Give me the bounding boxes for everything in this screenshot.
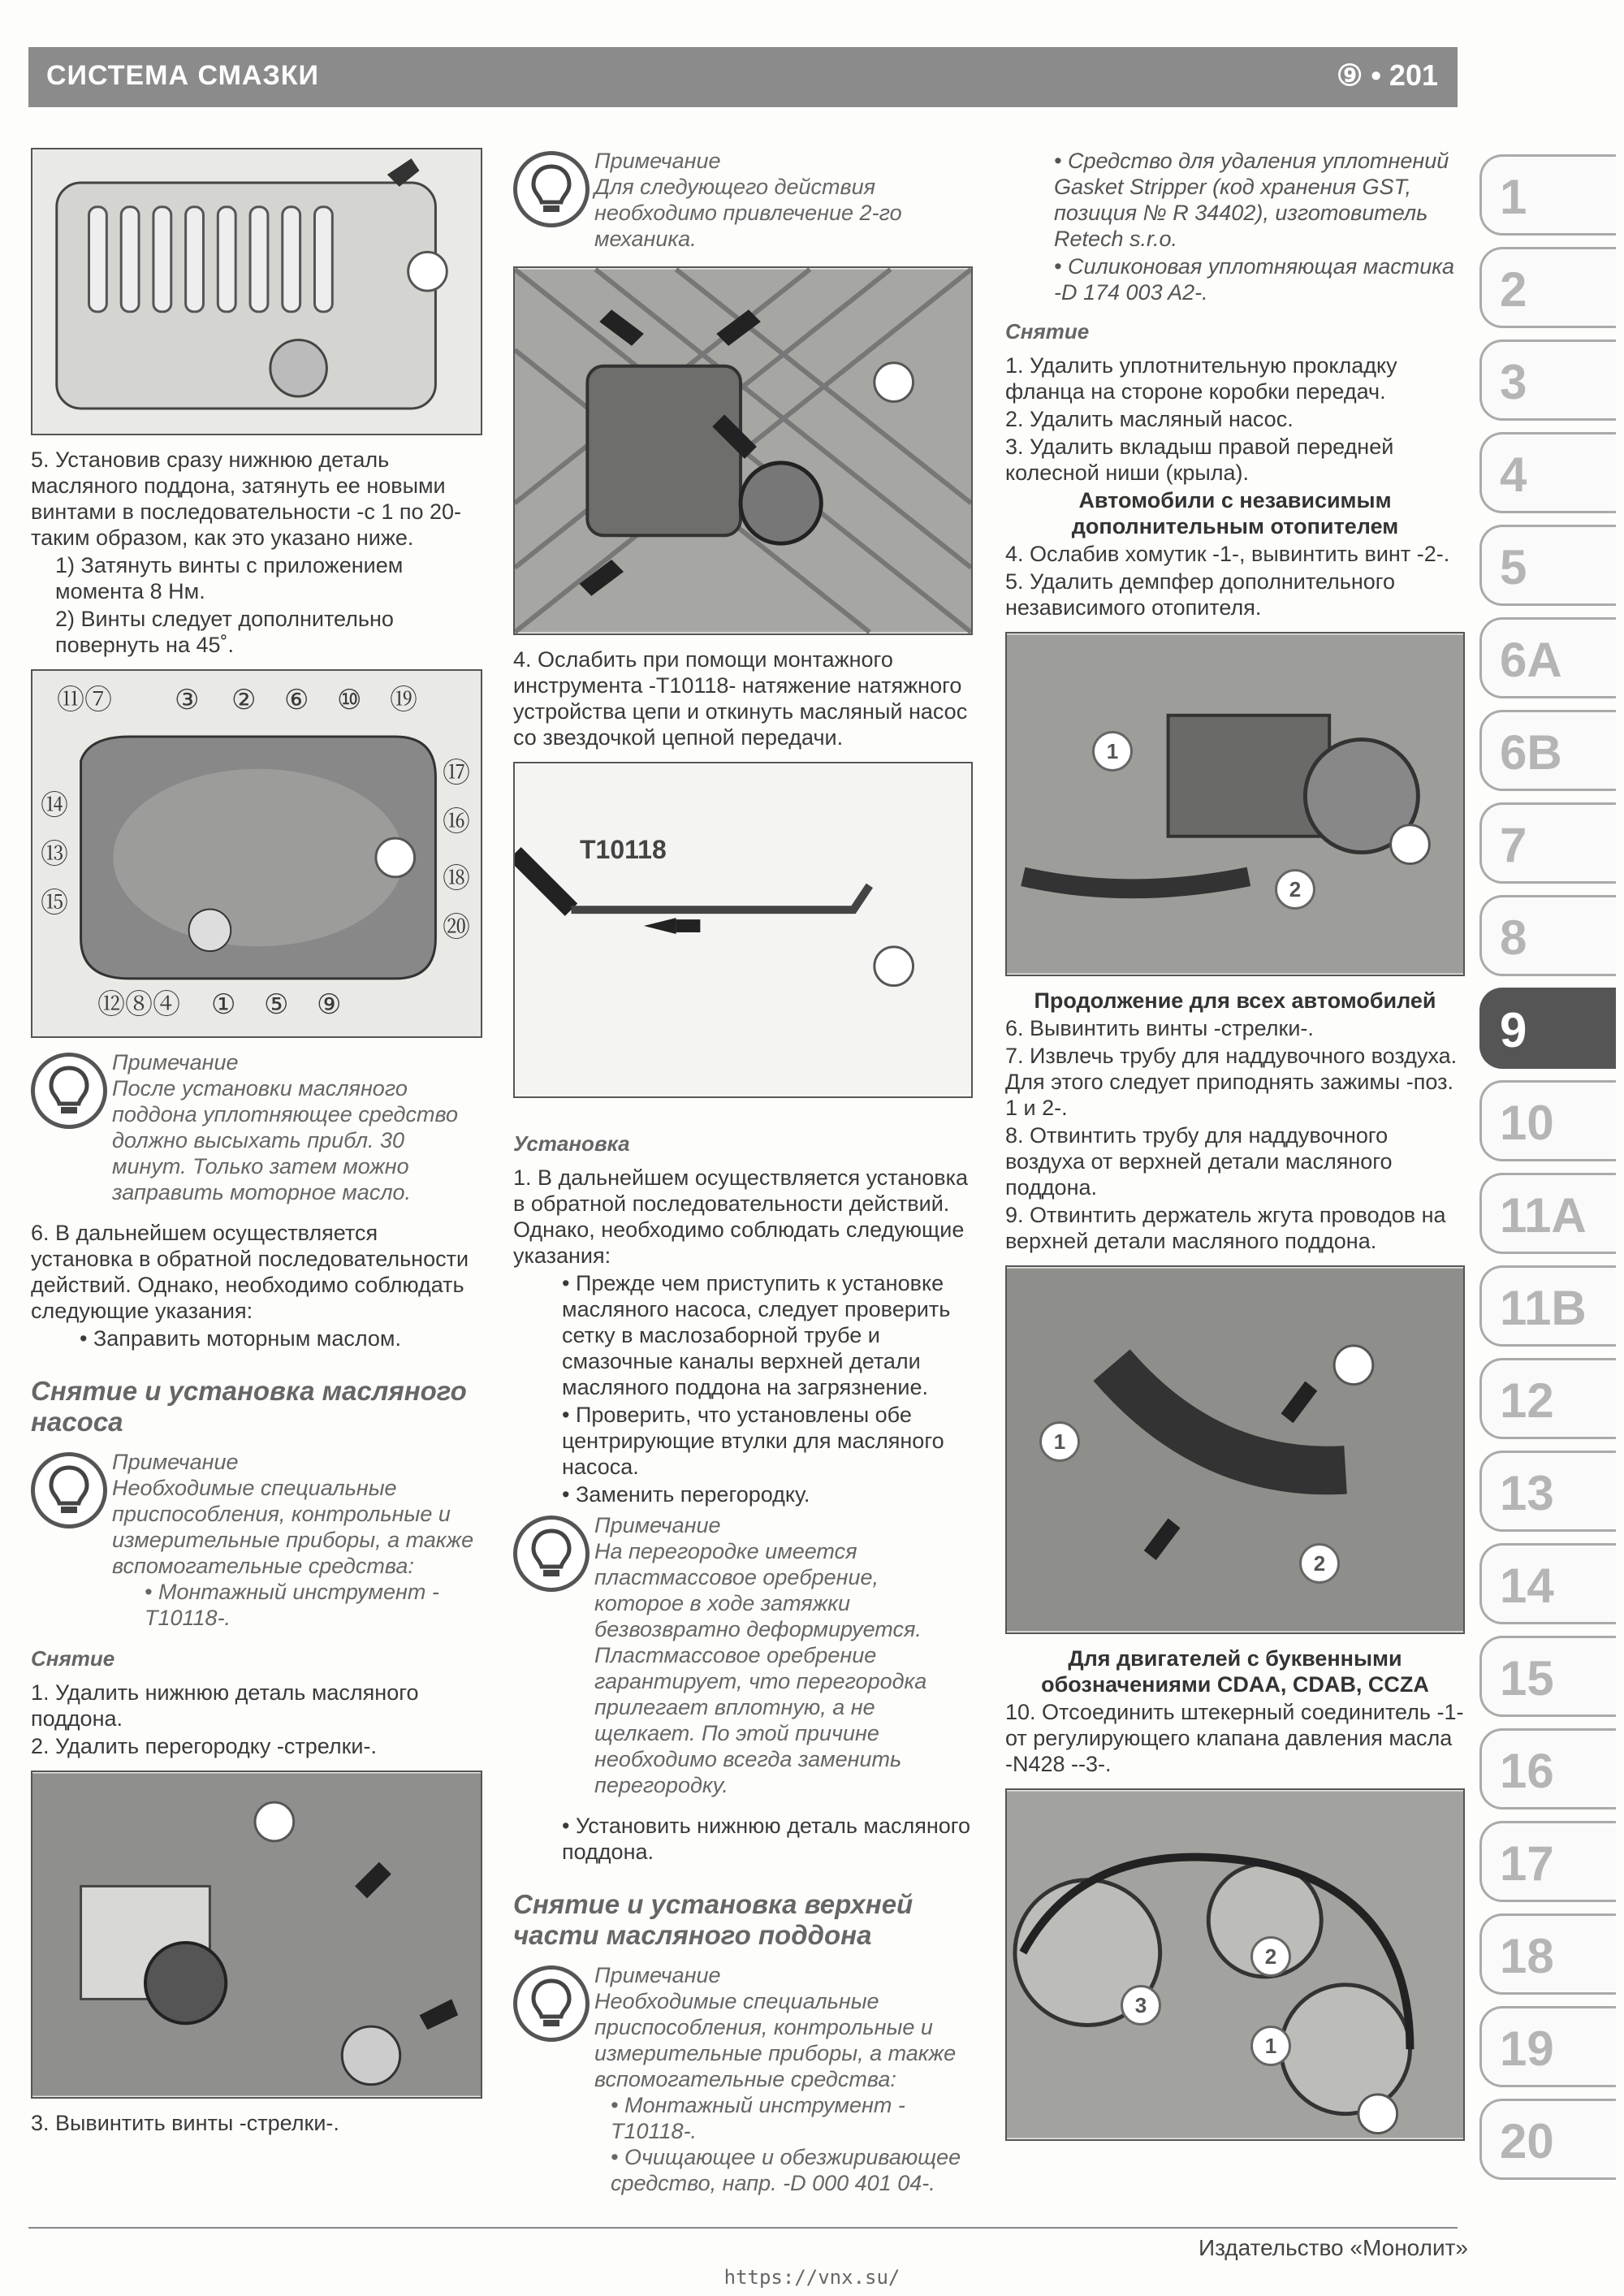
chapter-tab-18[interactable]: 18 <box>1479 1913 1616 1995</box>
step-3: 3. Удалить вкладыш правой передней колесной ниши (крыла). <box>1005 435 1394 485</box>
bolt-numbers-top-6: ⑲ <box>390 685 417 716</box>
note-text: После установки масляного поддона уплотняющее средство должно высыхать прибл. 30 минут. Только затем можно заправить моторное масло. <box>112 1076 458 1204</box>
step-2: 2. Удалить масляный насос. <box>1005 407 1294 431</box>
bolt-numbers-top-4: ⑥ <box>284 685 309 716</box>
step-4: 4. Ослабить при помощи монтажного инструмента -T10118- натяжение натяжного устройства цепи и откинуть масляный насос со звездочкой цепной передачи. <box>513 647 968 750</box>
note-text: Необходимые специальные приспособления, контрольные и измерительные приборы, а также вспомогательные средства: <box>594 1989 957 2091</box>
step-5-sub-2: 2) Винты следует дополнительно повернуть на 45˚. <box>55 607 394 657</box>
bolt-numbers-right-2: ⑯ <box>443 806 470 837</box>
lightbulb-icon <box>513 1516 590 1592</box>
note-ribbing <box>513 1512 973 1798</box>
page-number: ⑨ • 201 <box>1337 58 1438 92</box>
callout-1: 1 <box>1092 731 1133 772</box>
step-5: 5. Удалить демпфер дополнительного независимого отопителя. <box>1005 569 1396 620</box>
step-9: 9. Отвинтить держатель жгута проводов на верхней детали масляного поддона. <box>1005 1203 1446 1253</box>
note-text: На перегородке имеется пластмассовое оребрение, которое в ходе затяжки безвозвратно деформируется. Пластмассовое оребрение гарантирует, что перегородка прилегает вплотную, а не щелкает. По этой причине необходимо всегда заменить перегородку. <box>594 1539 927 1797</box>
install-bullet-4: • Установить нижнюю деталь масляного поддона. <box>562 1814 971 1864</box>
note-sealant <box>31 1049 482 1205</box>
chapter-tab-9[interactable]: 9 <box>1479 988 1616 1069</box>
note-upper-tools <box>513 1962 973 2196</box>
lightbulb-icon <box>513 151 590 227</box>
note-title: Примечание <box>594 1513 721 1537</box>
bolt-numbers-right-4: ⑳ <box>443 912 470 943</box>
page-header <box>28 47 1458 107</box>
note-title: Примечание <box>594 149 721 173</box>
install-heading: Установка <box>513 1131 630 1156</box>
step-8: 8. Отвинтить трубу для наддувочного воздуха от верхней детали масляного поддона. <box>1005 1123 1393 1200</box>
removal-step-3: 3. Вывинтить винты -стрелки-. <box>31 2111 339 2135</box>
tools-bullet-1: • Средство для удаления уплотнений Gasket Stripper (код хранения GST, позиция № R 34402), изготовитель Retech s.r.o. <box>1054 149 1449 251</box>
bolt-numbers-top-1: ⑪⑦ <box>57 685 112 716</box>
subheading-engines: Для двигателей с буквенными обозначениями CDAA, CDAB, CCZA <box>1041 1646 1429 1697</box>
callout-2: 2 <box>1299 1543 1340 1584</box>
chapter-tab-7[interactable]: 7 <box>1479 802 1616 884</box>
tool-illustration <box>515 763 971 1096</box>
publisher-name: Издательство «Монолит» <box>1198 2235 1468 2260</box>
install-step-1: 1. В дальнейшем осуществляется установка в обратной последовательности действий. Однако, необходимо соблюдать следующие указания: <box>513 1165 969 1268</box>
note-title: Примечание <box>112 1050 239 1074</box>
step-6-bullet: • Заправить моторным маслом. <box>80 1326 401 1351</box>
note-bullet: • Монтажный инструмент -T10118-. <box>145 1580 439 1630</box>
tool-label: T10118 <box>580 835 667 864</box>
lightbulb-icon <box>513 1965 590 2042</box>
figure-heater-damper <box>1005 632 1465 976</box>
note-title: Примечание <box>594 1963 721 1987</box>
bolt-numbers-bottom-4: ⑨ <box>317 989 342 1020</box>
chapter-tab-14[interactable]: 14 <box>1479 1543 1616 1624</box>
chapter-tab-12[interactable]: 12 <box>1479 1358 1616 1439</box>
bolt-numbers-top-5: ⑩ <box>337 685 362 716</box>
step-1: 1. Удалить уплотнительную прокладку фланца на стороне коробки передач. <box>1005 353 1397 404</box>
chapter-tab-6b[interactable]: 6B <box>1479 710 1616 791</box>
valve-illustration <box>1007 1790 1463 2139</box>
callout-2: 2 <box>1275 869 1315 910</box>
bolt-numbers-right-1: ⑰ <box>443 758 470 789</box>
callout-1: 1 <box>1039 1421 1080 1462</box>
bolt-numbers-bottom-3: ⑤ <box>264 989 289 1020</box>
note-title: Примечание <box>112 1450 239 1474</box>
oil-pan-bolt-diagram <box>32 671 481 1036</box>
note-second-mechanic <box>513 148 973 252</box>
chapter-tab-10[interactable]: 10 <box>1479 1080 1616 1161</box>
bolt-numbers-bottom-2: ① <box>211 989 236 1020</box>
callout-2: 2 <box>1250 1936 1291 1977</box>
callout-1: 1 <box>1250 2026 1291 2066</box>
chapter-tab-13[interactable]: 13 <box>1479 1451 1616 1532</box>
figure-bolt-sequence <box>31 669 482 1038</box>
chapter-tab-11b[interactable]: 11B <box>1479 1265 1616 1347</box>
chapter-tab-4[interactable]: 4 <box>1479 432 1616 513</box>
removal-step-2: 2. Удалить перегородку -стрелки-. <box>31 1734 377 1758</box>
tools-bullet-2: • Силиконовая уплотняющая мастика -D 174 003 A2-. <box>1054 254 1454 305</box>
source-url: https://vnx.su/ <box>723 2266 901 2289</box>
chapter-tab-5[interactable]: 5 <box>1479 525 1616 606</box>
note-bullet-2: • Очищающее и обезжиривающее средство, напр. -D 000 401 04-. <box>611 2145 961 2195</box>
bolt-numbers-left-2: ⑬ <box>41 839 68 870</box>
subheading-all-cars: Продолжение для всех автомобилей <box>1034 988 1436 1013</box>
chapter-tab-6a[interactable]: 6A <box>1479 617 1616 698</box>
note-bullet-1: • Монтажный инструмент -T10118-. <box>611 2093 905 2143</box>
note-text: Необходимые специальные приспособления, контрольные и измерительные приборы, а также вспомогательные средства: <box>112 1476 474 1578</box>
figure-charge-air-pipe <box>1005 1265 1465 1634</box>
subheading-heater: Автомобили с независимым дополнительным отопителем <box>1071 488 1399 538</box>
lightbulb-icon <box>31 1053 107 1129</box>
bolt-numbers-left-1: ⑭ <box>41 790 68 821</box>
bolt-numbers-right-3: ⑱ <box>443 863 470 894</box>
oil-pan-illustration <box>32 149 481 434</box>
note-tools <box>31 1449 482 1631</box>
install-bullet-2: • Проверить, что установлены обе центрирующие втулки для масляного насоса. <box>562 1403 944 1479</box>
bolt-numbers-bottom-1: ⑫⑧④ <box>97 989 180 1020</box>
install-bullet-3: • Заменить перегородку. <box>562 1482 810 1507</box>
install-bullet-1: • Прежде чем приступить к установке масляного насоса, следует проверить сетку в маслозаборной трубе и смазочные каналы верхней детали масляного поддона на загрязнение. <box>562 1271 951 1399</box>
figure-oil-pan-bottom <box>31 148 482 435</box>
figure-baffle <box>31 1771 482 2099</box>
chapter-tab-15[interactable]: 15 <box>1479 1636 1616 1717</box>
lightbulb-icon <box>31 1452 107 1529</box>
figure-oil-pressure-valve <box>1005 1788 1465 2141</box>
chapter-tab-3[interactable]: 3 <box>1479 339 1616 421</box>
oil-pump-illustration <box>515 268 971 633</box>
heading-oil-pump: Снятие и установка масляного насоса <box>31 1376 467 1437</box>
removal-step-1: 1. Удалить нижнюю деталь масляного поддона. <box>31 1680 419 1731</box>
step-10: 10. Отсоединить штекерный соединитель -1- от регулирующего клапана давления масла -N428 --3-. <box>1005 1700 1464 1776</box>
step-5: 5. Установив сразу нижнюю деталь масляного поддона, затянуть ее новыми винтами в последовательности -с 1 по 20- таким образом, как это указано ниже. <box>31 448 462 550</box>
step-6: 6. В дальнейшем осуществляется установка в обратной последовательности действий. Однако, необходимо соблюдать следующие указания: <box>31 1221 469 1323</box>
chapter-tab-16[interactable]: 16 <box>1479 1728 1616 1810</box>
removal-heading: Снятие <box>1005 319 1090 344</box>
bolt-numbers-top-2: ③ <box>175 685 200 716</box>
step-7: 7. Извлечь трубу для наддувочного воздуха. Для этого следует приподнять зажимы -поз. 1 и 2-. <box>1005 1044 1458 1120</box>
baffle-illustration <box>32 1772 481 2097</box>
step-4: 4. Ослабив хомутик -1-, вывинтить винт -2-. <box>1005 542 1450 566</box>
step-6: 6. Вывинтить винты -стрелки-. <box>1005 1016 1314 1040</box>
column-3 <box>1005 148 1465 2152</box>
heater-illustration <box>1007 633 1463 975</box>
bolt-numbers-left-3: ⑮ <box>41 888 68 919</box>
column-2 <box>513 148 973 2211</box>
chapter-tab-20[interactable]: 20 <box>1479 2099 1616 2180</box>
chapter-tab-8[interactable]: 8 <box>1479 895 1616 976</box>
chapter-tab-11a[interactable]: 11A <box>1479 1173 1616 1254</box>
step-5-sub-1: 1) Затянуть винты с приложением момента 8 Нм. <box>55 553 404 603</box>
figure-tool-t10118 <box>513 762 973 1098</box>
removal-heading: Снятие <box>31 1646 115 1671</box>
callout-3: 3 <box>1121 1985 1161 2026</box>
section-title: СИСТЕМА СМАЗКИ <box>46 60 319 91</box>
chapter-tab-17[interactable]: 17 <box>1479 1821 1616 1902</box>
note-text: Для следующего действия необходимо привлечение 2-го механика. <box>594 175 902 251</box>
heading-upper-pan: Снятие и установка верхней части масляного поддона <box>513 1889 914 1950</box>
chapter-tab-19[interactable]: 19 <box>1479 2006 1616 2087</box>
chapter-tab-2[interactable]: 2 <box>1479 247 1616 328</box>
figure-oil-pump <box>513 266 973 635</box>
footer-divider <box>28 2227 1458 2229</box>
bolt-numbers-top-3: ② <box>231 685 257 716</box>
chapter-tab-1[interactable]: 1 <box>1479 154 1616 236</box>
column-1 <box>31 148 482 2138</box>
